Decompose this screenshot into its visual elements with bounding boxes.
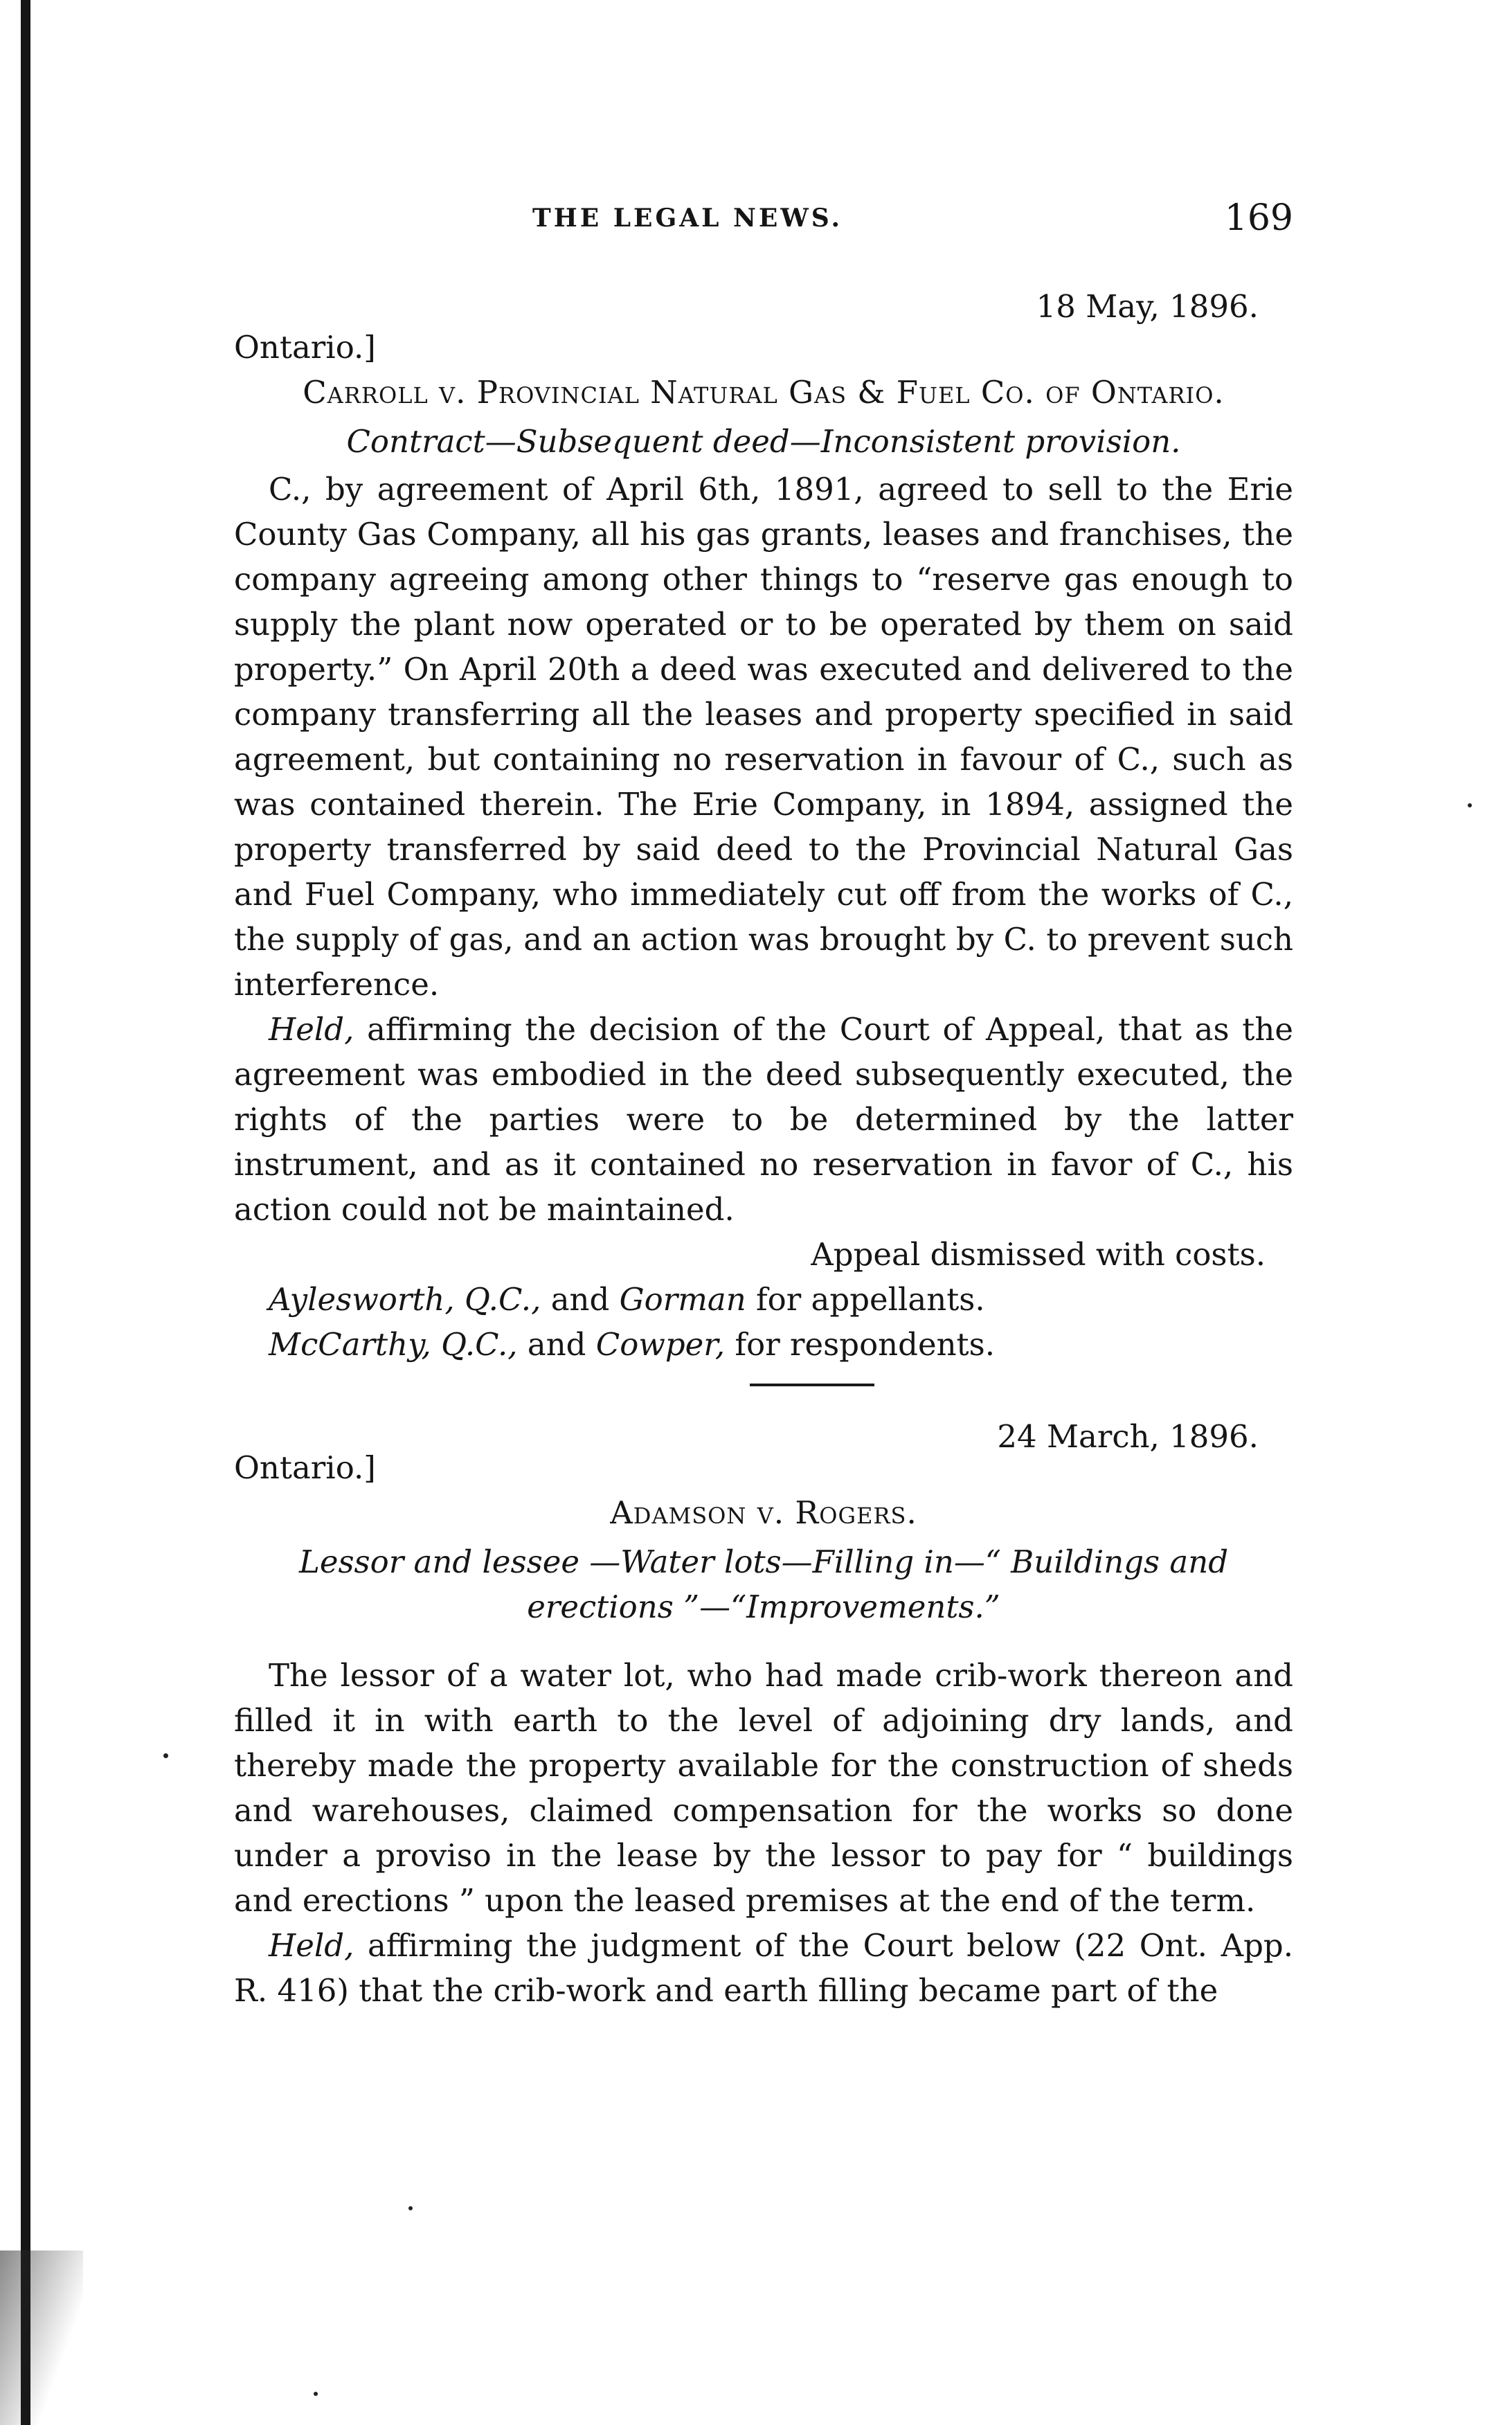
counsel-joiner: and bbox=[541, 1281, 620, 1318]
held-text: affirming the decision of the Court of Appeal, that as the agreement was embodied in the deed subsequently executed, the rights of the parties were to be determined by the latter instrument, and as it contained no reservation in favor of C., his action could not be maintained. bbox=[234, 1011, 1293, 1228]
case-subject: Lessor and lessee —Water lots—Filling in—“ Buildings and erections ”—“Improvements.” bbox=[298, 1543, 1229, 1625]
case-facts: The lessor of a water lot, who had made crib-work thereon and filled it in with earth to the level of adjoining dry lands, and thereby made the property available for the construction of sheds and warehouses, claimed compensation for the works so done under a proviso in the lease by the lessor to pay for “ buildings and erections ” upon the leased premises at the end of the term. bbox=[234, 1657, 1293, 1919]
book-spine bbox=[21, 0, 30, 2425]
counsel-role: for appellants. bbox=[746, 1281, 985, 1318]
case-title: Carroll v. Provincial Natural Gas & Fuel Co. of Ontario. bbox=[303, 374, 1225, 411]
counsel-appellants bbox=[269, 1277, 1293, 1322]
case-date: 18 May, 1896. bbox=[1036, 288, 1259, 325]
page-number: 169 bbox=[1224, 197, 1293, 239]
page-header bbox=[234, 194, 1293, 242]
counsel-respondents bbox=[269, 1322, 1293, 1367]
section-divider bbox=[750, 1384, 874, 1386]
counsel-name: Aylesworth, Q.C., bbox=[269, 1281, 541, 1318]
ink-speck bbox=[163, 1753, 168, 1758]
case-held bbox=[234, 1007, 1293, 1232]
counsel-name: Cowper, bbox=[595, 1326, 726, 1363]
ink-speck bbox=[408, 2206, 413, 2210]
counsel-joiner: and bbox=[517, 1326, 596, 1363]
page-content bbox=[234, 194, 1293, 2013]
case-facts: C., by agreement of April 6th, 1891, agreed to sell to the Erie County Gas Company, all his gas grants, leases and franchises, the company agreeing among other things to “reserve gas enough to supply the plant now operated or to be operated by them on said property.” On April 20th a deed was executed and delivered to the company transferring all the leases and property specified in said agreement, but containing no reservation in favour of C., such as was contained therein. The Erie Company, in 1894, assigned the property transferred by said deed to the Provincial Natural Gas and Fuel Company, who immediately cut off from the works of C., the supply of gas, and an action was brought by C. to prevent such interference. bbox=[234, 471, 1293, 1003]
page-edge-shadow bbox=[0, 2250, 83, 2425]
held-label: Held, bbox=[269, 1927, 354, 1964]
case-date: 24 March, 1896. bbox=[997, 1418, 1259, 1455]
held-text: affirming the judgment of the Court below (22 Ont. App. R. 416) that the crib-work and earth filling became part of the bbox=[234, 1927, 1293, 2009]
case-title: Adamson v. Rogers. bbox=[610, 1494, 917, 1531]
counsel-name: Gorman bbox=[619, 1281, 746, 1318]
ink-speck bbox=[1468, 803, 1472, 807]
case-province: Ontario.] bbox=[234, 1449, 376, 1486]
case-province: Ontario.] bbox=[234, 329, 376, 366]
spacer bbox=[234, 1632, 1293, 1653]
counsel-role: for respondents. bbox=[725, 1326, 996, 1363]
counsel-name: McCarthy, Q.C., bbox=[269, 1326, 518, 1363]
case-adamson bbox=[234, 1414, 1293, 2013]
ink-speck bbox=[314, 2392, 318, 2396]
case-disposition: Appeal dismissed with costs. bbox=[811, 1236, 1266, 1273]
case-held bbox=[234, 1923, 1293, 2013]
running-head: THE LEGAL NEWS. bbox=[532, 204, 843, 233]
case-subject: Contract—Subsequent deed—Inconsistent provision. bbox=[346, 423, 1181, 460]
case-carroll bbox=[234, 284, 1293, 1367]
held-label: Held, bbox=[269, 1011, 354, 1048]
